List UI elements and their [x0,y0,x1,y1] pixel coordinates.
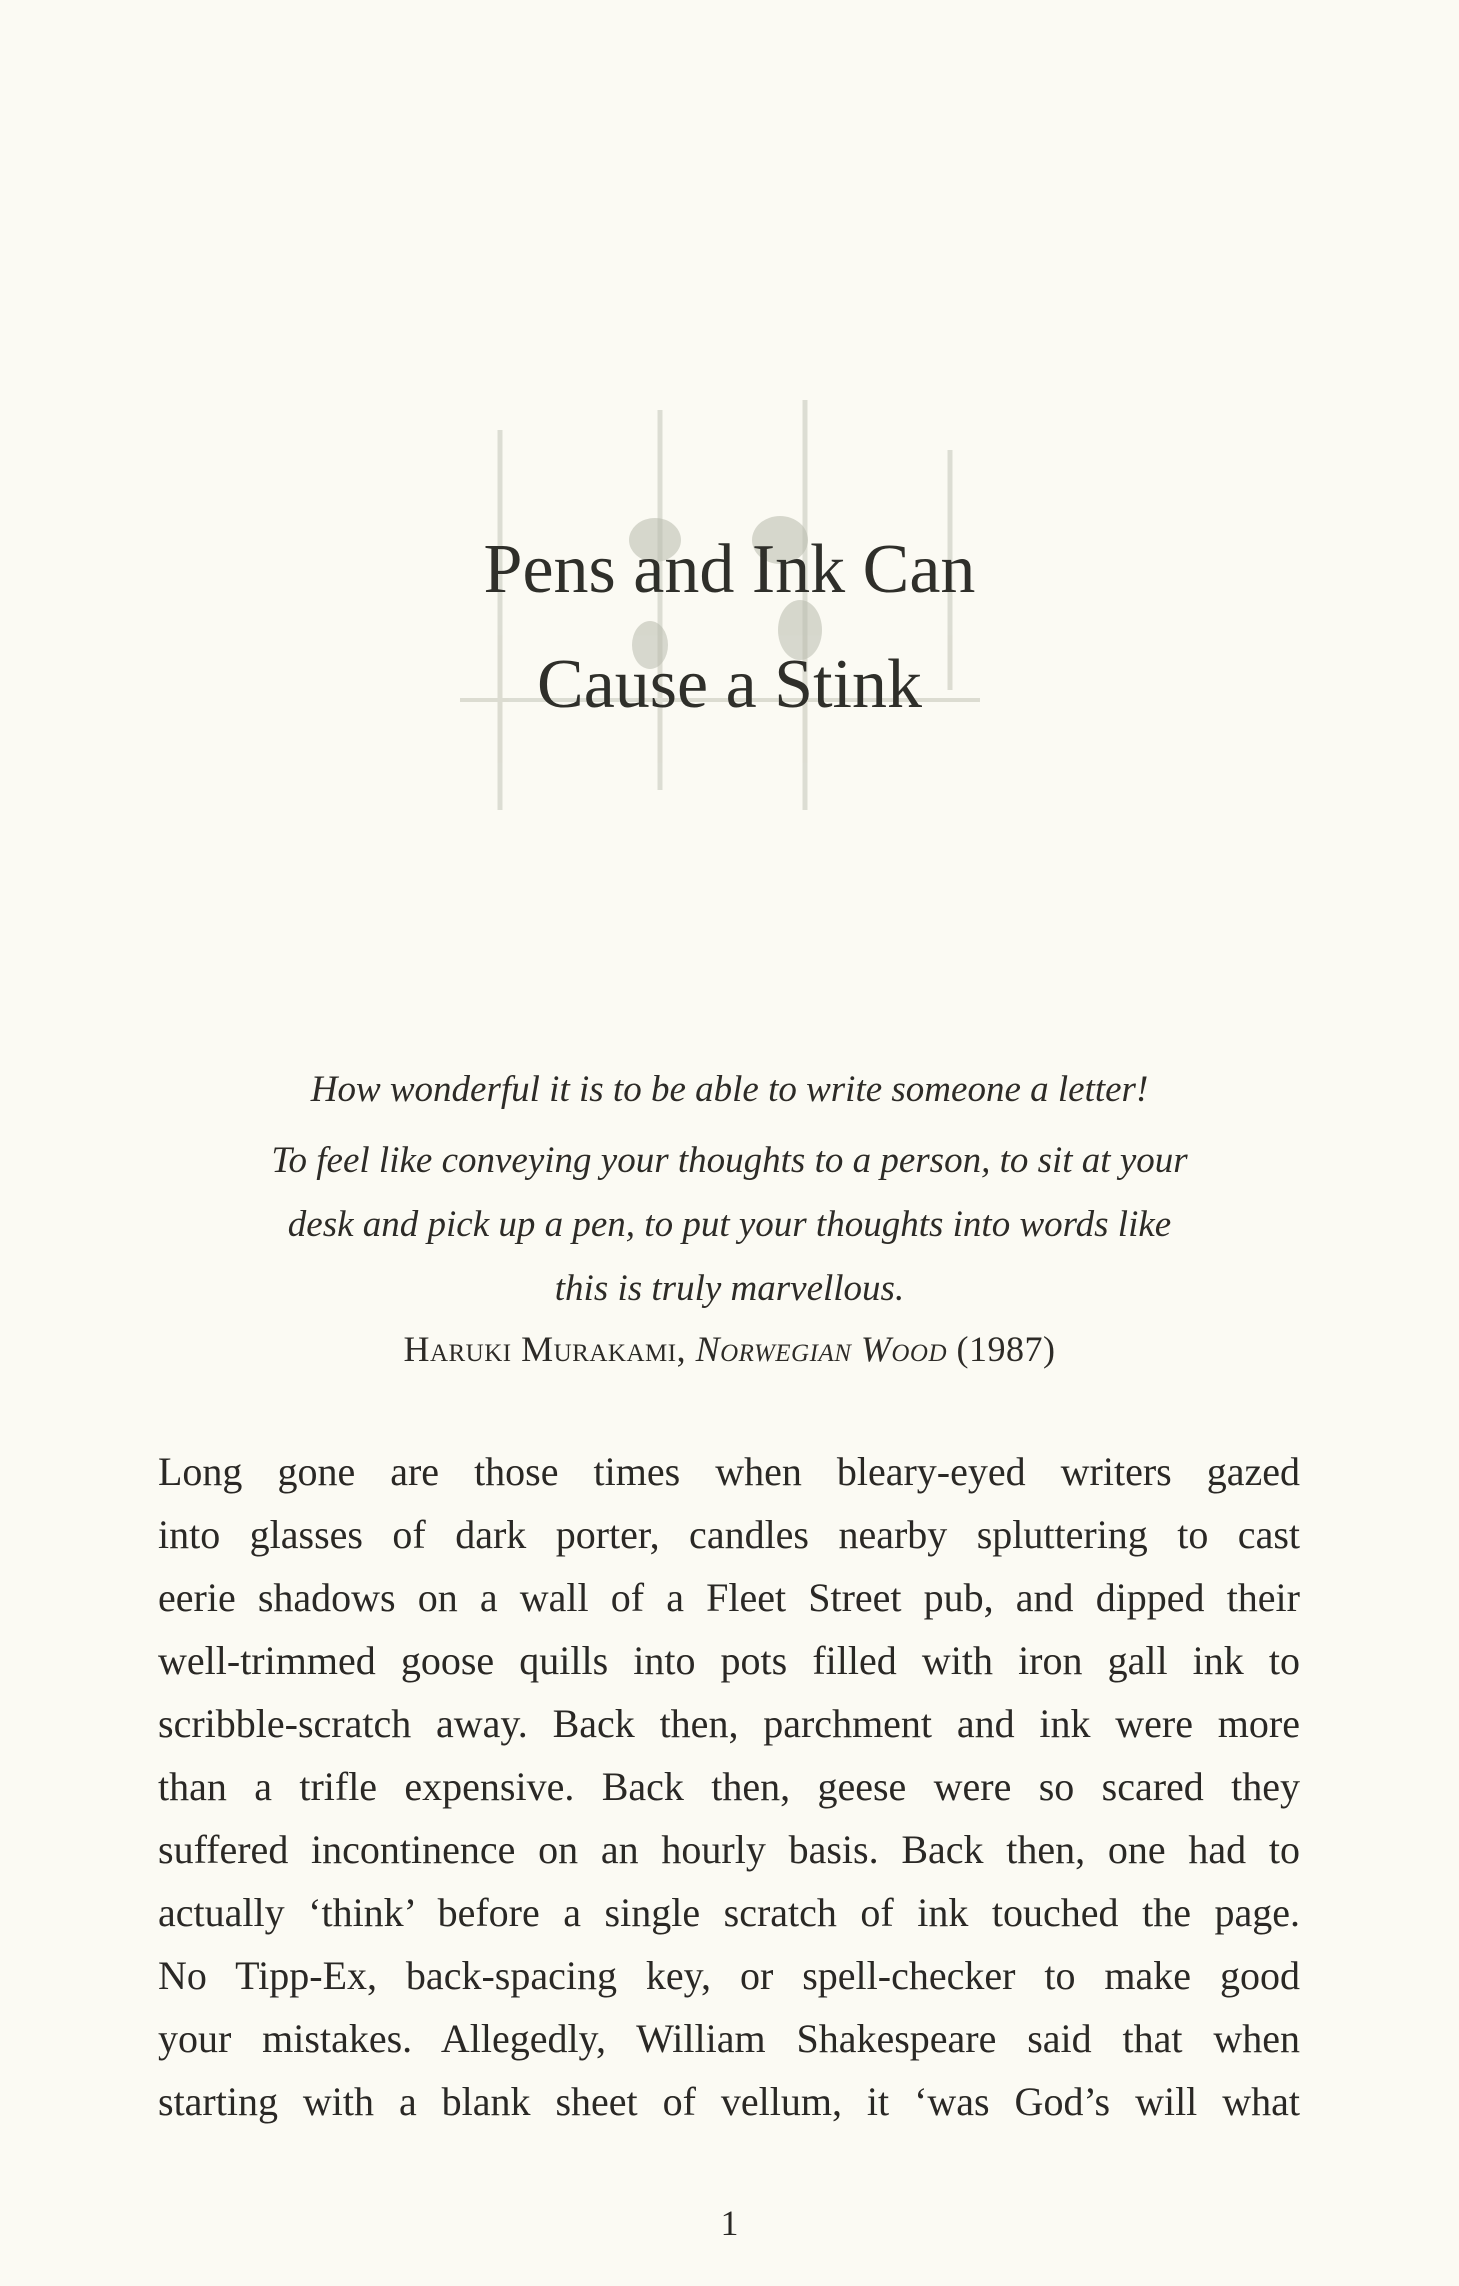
epigraph-line: this is truly marvellous. [554,1268,905,1309]
chapter-title-line-1: Pens and Ink Can [483,531,976,608]
body-line: your mistakes. Allegedly, William Shakespeare said that when [158,2016,1300,2061]
epigraph-year: (1987) [956,1329,1056,1369]
epigraph-line: To feel like conveying your thoughts to a person, to sit at your [271,1140,1188,1181]
body-line: suffered incontinence on an hourly basis. Back then, one had to [158,1827,1300,1872]
epigraph-author: Haruki Murakami, [403,1329,687,1369]
page-number: 1 [720,2203,739,2243]
body-line: scribble-scratch away. Back then, parchment and ink were more [158,1701,1300,1746]
epigraph-work: Norwegian Wood [695,1329,948,1369]
epigraph-line: How wonderful it is to be able to write someone a letter! [310,1069,1149,1110]
chapter-title-line-2: Cause a Stink [537,646,922,723]
body-line: than a trifle expensive. Back then, geese were so scared they [158,1764,1300,1809]
body-line: starting with a blank sheet of vellum, it ‘was God’s will what [158,2079,1300,2124]
body-line: eerie shadows on a wall of a Fleet Street pub, and dipped their [158,1575,1300,1620]
body-line: well-trimmed goose quills into pots filled with iron gall ink to [158,1638,1300,1683]
body-line: Long gone are those times when bleary-eyed writers gazed [158,1449,1300,1494]
epigraph-line: desk and pick up a pen, to put your thoughts into words like [287,1204,1172,1245]
body-line: into glasses of dark porter, candles nearby spluttering to cast [158,1512,1300,1557]
body-line: No Tipp-Ex, back-spacing key, or spell-checker to make good [158,1953,1300,1998]
epigraph-attribution [0,1328,1459,1370]
body-line: actually ‘think’ before a single scratch of ink touched the page. [158,1890,1300,1935]
